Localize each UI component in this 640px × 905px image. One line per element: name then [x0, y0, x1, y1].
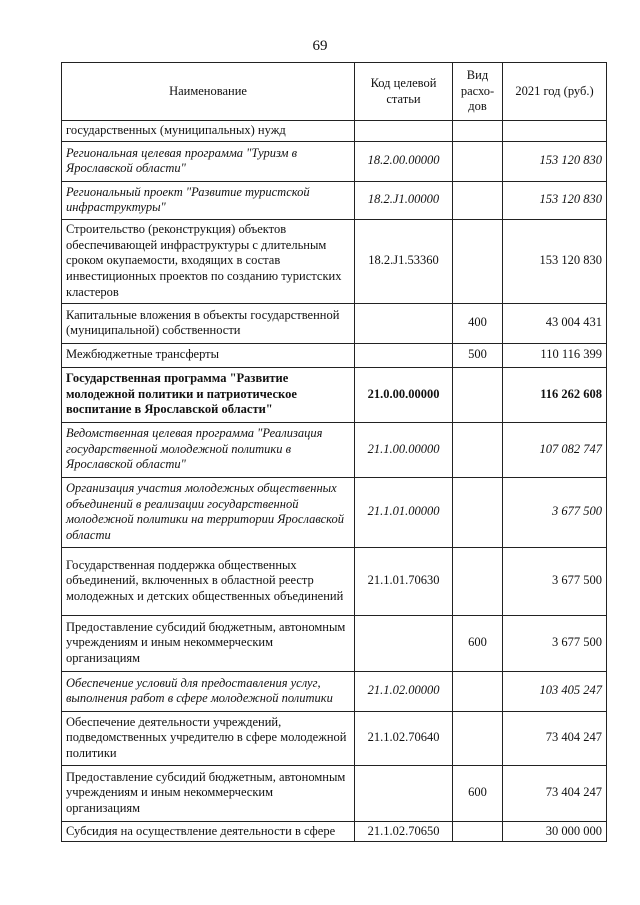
row-name: Субсидия на осуществление деятельности в сфере — [62, 821, 355, 842]
row-kind — [453, 367, 503, 422]
row-name: Предоставление субсидий бюджетным, автономным учреждениям и иным некоммерческим организациям — [62, 615, 355, 671]
row-code — [355, 765, 453, 821]
row-kind — [453, 547, 503, 615]
table-row — [62, 303, 607, 343]
row-kind — [453, 219, 503, 303]
row-amount: 3 677 500 — [503, 615, 607, 671]
row-amount: 153 120 830 — [503, 219, 607, 303]
row-amount: 43 004 431 — [503, 303, 607, 343]
row-name: Ведомственная целевая программа "Реализация государственной молодежной политики в Ярославской области" — [62, 422, 355, 477]
row-amount: 107 082 747 — [503, 422, 607, 477]
row-code — [355, 615, 453, 671]
row-code: 18.2.J1.00000 — [355, 181, 453, 219]
row-code — [355, 121, 453, 142]
table-row — [62, 121, 607, 142]
row-code: 21.1.02.70640 — [355, 711, 453, 765]
row-name: Государственная программа "Развитие молодежной политики и патриотическое воспитание в Ярославской области" — [62, 367, 355, 422]
row-name: Обеспечение деятельности учреждений, подведомственных учредителю в сфере молодежной политики — [62, 711, 355, 765]
table-header-row — [62, 63, 607, 121]
header-kind: Вид расхо-дов — [453, 63, 503, 121]
table-row — [62, 671, 607, 711]
row-code: 18.2.J1.53360 — [355, 219, 453, 303]
budget-table — [61, 62, 607, 842]
header-code: Код целевой статьи — [355, 63, 453, 121]
table-row — [62, 141, 607, 181]
row-kind — [453, 422, 503, 477]
row-kind — [453, 711, 503, 765]
row-kind — [453, 671, 503, 711]
row-code: 21.1.01.00000 — [355, 477, 453, 547]
row-kind: 400 — [453, 303, 503, 343]
row-kind — [453, 121, 503, 142]
row-kind: 600 — [453, 765, 503, 821]
table-row — [62, 615, 607, 671]
row-code: 18.2.00.00000 — [355, 141, 453, 181]
row-amount: 73 404 247 — [503, 711, 607, 765]
row-amount: 30 000 000 — [503, 821, 607, 842]
row-name: Региональный проект "Развитие туристской инфраструктуры" — [62, 181, 355, 219]
table-row — [62, 422, 607, 477]
row-amount: 73 404 247 — [503, 765, 607, 821]
row-code: 21.1.01.70630 — [355, 547, 453, 615]
row-kind — [453, 821, 503, 842]
row-name: Капитальные вложения в объекты государственной (муниципальной) собственности — [62, 303, 355, 343]
row-name: Государственная поддержка общественных объединений, включенных в областной реестр молодежных и детских общественных объединений — [62, 547, 355, 615]
table-row — [62, 181, 607, 219]
row-amount: 3 677 500 — [503, 547, 607, 615]
row-name: Региональная целевая программа "Туризм в Ярославской области" — [62, 141, 355, 181]
row-kind — [453, 477, 503, 547]
table-row — [62, 765, 607, 821]
row-amount: 153 120 830 — [503, 181, 607, 219]
table-row — [62, 343, 607, 367]
row-amount: 103 405 247 — [503, 671, 607, 711]
row-amount: 153 120 830 — [503, 141, 607, 181]
row-name: Строительство (реконструкция) объектов обеспечивающей инфраструктуры с длительным сроком окупаемости, входящих в состав инвестиционных проектов по созданию туристских кластеров — [62, 219, 355, 303]
row-kind: 500 — [453, 343, 503, 367]
row-code: 21.1.02.70650 — [355, 821, 453, 842]
row-kind: 600 — [453, 615, 503, 671]
row-name: Обеспечение условий для предоставления услуг, выполнения работ в сфере молодежной политики — [62, 671, 355, 711]
row-amount: 116 262 608 — [503, 367, 607, 422]
row-name: Межбюджетные трансферты — [62, 343, 355, 367]
row-amount: 110 116 399 — [503, 343, 607, 367]
row-name: государственных (муниципальных) нужд — [62, 121, 355, 142]
row-kind — [453, 141, 503, 181]
table-row — [62, 367, 607, 422]
header-amount: 2021 год (руб.) — [503, 63, 607, 121]
row-amount: 3 677 500 — [503, 477, 607, 547]
table-row — [62, 821, 607, 842]
table-row — [62, 711, 607, 765]
row-name: Организация участия молодежных общественных объединений в реализации государственной молодежной политики на территории Ярославской области — [62, 477, 355, 547]
table-row — [62, 477, 607, 547]
row-name: Предоставление субсидий бюджетным, автономным учреждениям и иным некоммерческим организациям — [62, 765, 355, 821]
row-code — [355, 343, 453, 367]
row-code: 21.1.02.00000 — [355, 671, 453, 711]
table-row — [62, 219, 607, 303]
row-code: 21.1.00.00000 — [355, 422, 453, 477]
row-amount — [503, 121, 607, 142]
header-name: Наименование — [62, 63, 355, 121]
row-code: 21.0.00.00000 — [355, 367, 453, 422]
page-number: 69 — [312, 38, 328, 54]
row-kind — [453, 181, 503, 219]
row-code — [355, 303, 453, 343]
table-row — [62, 547, 607, 615]
